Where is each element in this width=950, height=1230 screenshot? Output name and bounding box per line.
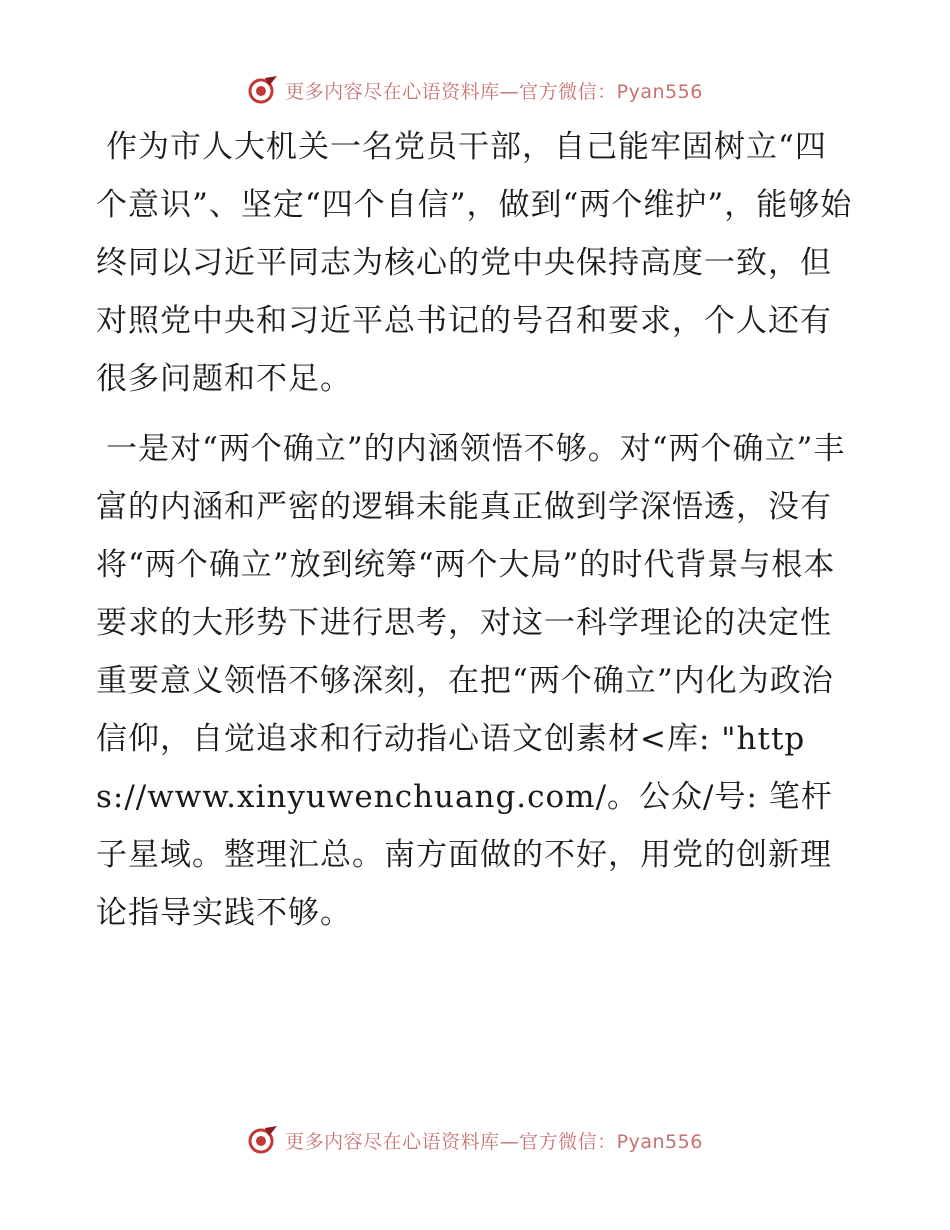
paragraph-point-one: [96, 420, 856, 942]
paragraph-intro: [96, 118, 856, 408]
footer-banner-text: 更多内容尽在心语资料库—官方微信：Pyan556: [285, 1130, 703, 1153]
red-seal-pen-logo-icon: [247, 74, 279, 106]
header-banner-text: 更多内容尽在心语资料库—官方微信：Pyan556: [285, 80, 703, 103]
red-seal-pen-logo-icon: [247, 1124, 279, 1156]
paragraph-intro-text: 作为市人大机关一名党员干部，自己能牢固树立“四个意识”、坚定“四个自信”，做到“两个维护”，能够始终同以习近平同志为核心的党中央保持高度一致，但对照党中央和习近平总书记的号召和要求，个人还有很多问题和不足。: [96, 129, 853, 397]
document-body: [96, 118, 856, 954]
header-banner: [0, 70, 950, 110]
footer-banner: [0, 1120, 950, 1160]
paragraph-point-one-text: 一是对“两个确立”的内涵领悟不够。对“两个确立”丰富的内涵和严密的逻辑未能真正做到学深悟透，没有将“两个确立”放到统筹“两个大局”的时代背景与根本要求的大形势下进行思考，对这一科学理论的决定性重要意义领悟不够深刻，在把“两个确立”内化为政治信仰，自觉追求和行动指心语文创素材<库: "https://www.xinyuwenchuang.com/。公众/号: 笔杆子星域。整理汇总。南方面做的不好，用党的创新理论指导实践不够。: [96, 431, 846, 931]
